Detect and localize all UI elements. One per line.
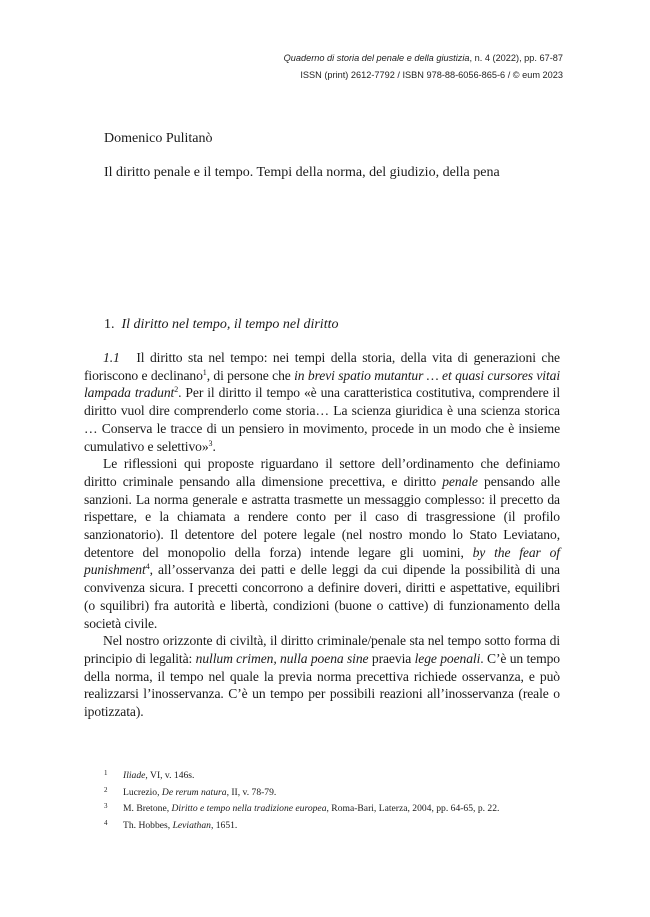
footnote-ref-1: 1 (202, 367, 207, 377)
footnote (104, 801, 584, 818)
footnote-title: Iliade (123, 770, 146, 781)
journal-issue: , n. 4 (2022), pp. 67-87 (469, 53, 563, 63)
footnote-number: 3 (104, 802, 108, 810)
footnote-number: 1 (104, 769, 108, 777)
footnote-text: , II, v. 78-79. (226, 786, 277, 798)
p1-text-2: , di persone che (206, 367, 295, 383)
journal-name: Quaderno di storia del penale e della giustizia (283, 53, 470, 63)
section-heading (104, 317, 338, 333)
paragraph-1 (84, 349, 560, 455)
issn-line: ISSN (print) 2612-7792 / ISBN 978-88-6056-865-6 / © eum 2023 (300, 70, 563, 80)
footnote-title: Diritto e tempo nella tradizione europea (171, 803, 327, 814)
p1-latin-quote: in brevi spatio mutantur … et quasi cursores vitai lampada tradunt (84, 367, 560, 401)
footnote-number: 4 (104, 818, 108, 827)
subsection-number: 1.1 (103, 350, 120, 365)
p2-text-2: pensando alle sanzioni. La norma generale e astratta trasmette un messaggio complesso: il precetto da rispettare, e la chiamata a rendere conto per il caso di trasgressione (il profilo sanzionatorio). Il detentore del potere legale (nel nostro mondo lo Stato Leviatano, detentore del monopolio della forza) intende legare gli uomini, (84, 473, 561, 560)
footnote-author: M. Bretone, (123, 803, 172, 814)
article-author: Domenico Pulitanò (104, 131, 213, 146)
p1-text-1: Il diritto sta nel tempo: nei tempi della storia, della vita di generazioni che fioriscono e declinano (84, 350, 560, 383)
paragraph-2 (84, 455, 560, 632)
footnote-ref-4: 4 (145, 562, 150, 572)
footnote-ref-2: 2 (174, 385, 179, 395)
p2-hobbes-quote: by the fear of punishment (84, 544, 560, 578)
footnote (104, 785, 584, 802)
footnote-text: , Roma-Bari, Laterza, 2004, pp. 64-65, p. 22. (326, 803, 500, 814)
footnote-author: Th. Hobbes, (123, 819, 173, 831)
footnote-ref-3: 3 (208, 438, 213, 448)
footnote-title: De rerum natura (161, 786, 227, 798)
p2-italic-penale: penale (442, 473, 478, 489)
footnote (104, 768, 584, 785)
p3-latin-maxim: nullum crimen, nulla poena sine (195, 650, 369, 666)
footnote (104, 818, 584, 835)
p3-text-2: praevia (368, 650, 415, 666)
footnote-text: , VI, v. 146s. (145, 770, 195, 781)
article-title: Il diritto penale e il tempo. Tempi della norma, del giudizio, della pena (104, 165, 500, 180)
p1-text-3: . Per il diritto il tempo «è una caratteristica costitutiva, comprendere il diritto vuol dire comprenderlo come storia… La scienza giuridica è una scienza storica … Conserva le tracce di un pensiero in movimento, procede in un modo che è insieme cumulativo e selettivo» (84, 385, 560, 454)
journal-citation (284, 50, 563, 67)
footnotes (104, 768, 584, 834)
p2-text-3: , all’osservanza dei patti e delle leggi da cui dipende la possibilità di una convivenza sicura. I precetti concorrono a definire doveri, diritti e aspettative, equilibri (o squilibri) fra autorità e libertà, condizioni (buone o cattive) di funzionamento della società civile. (84, 562, 560, 631)
section-number: 1. (104, 317, 115, 332)
footnote-title: Leviathan (172, 819, 211, 831)
footnote-number: 2 (104, 785, 108, 794)
paragraph-3 (84, 632, 560, 721)
p2-text-1: Le riflessioni qui proposte riguardano il settore dell’ordinamento che definiamo diritto criminale pensando alla dimensione precettiva, e diritto (84, 456, 560, 489)
p1-text-4: . (212, 438, 216, 454)
footnote-text: , 1651. (210, 819, 238, 831)
section-title: Il diritto nel tempo, il tempo nel diritto (121, 317, 339, 332)
journal-header (284, 50, 563, 84)
p3-text-3: . C’è un tempo della norma, il tempo nel quale la previa norma precettiva richiede osservanza, e può realizzarsi l’inosservanza. C’è un tempo per possibili reazioni all’inosservanza (reale o ipotizzata). (84, 650, 560, 720)
p3-latin-lege: lege poenali (414, 650, 481, 666)
footnote-author: Lucrezio, (123, 786, 162, 798)
article-body (84, 349, 560, 721)
p3-text-1: Nel nostro orizzonte di civiltà, il diritto criminale/penale sta nel tempo sotto forma di principio di legalità: (84, 633, 560, 666)
